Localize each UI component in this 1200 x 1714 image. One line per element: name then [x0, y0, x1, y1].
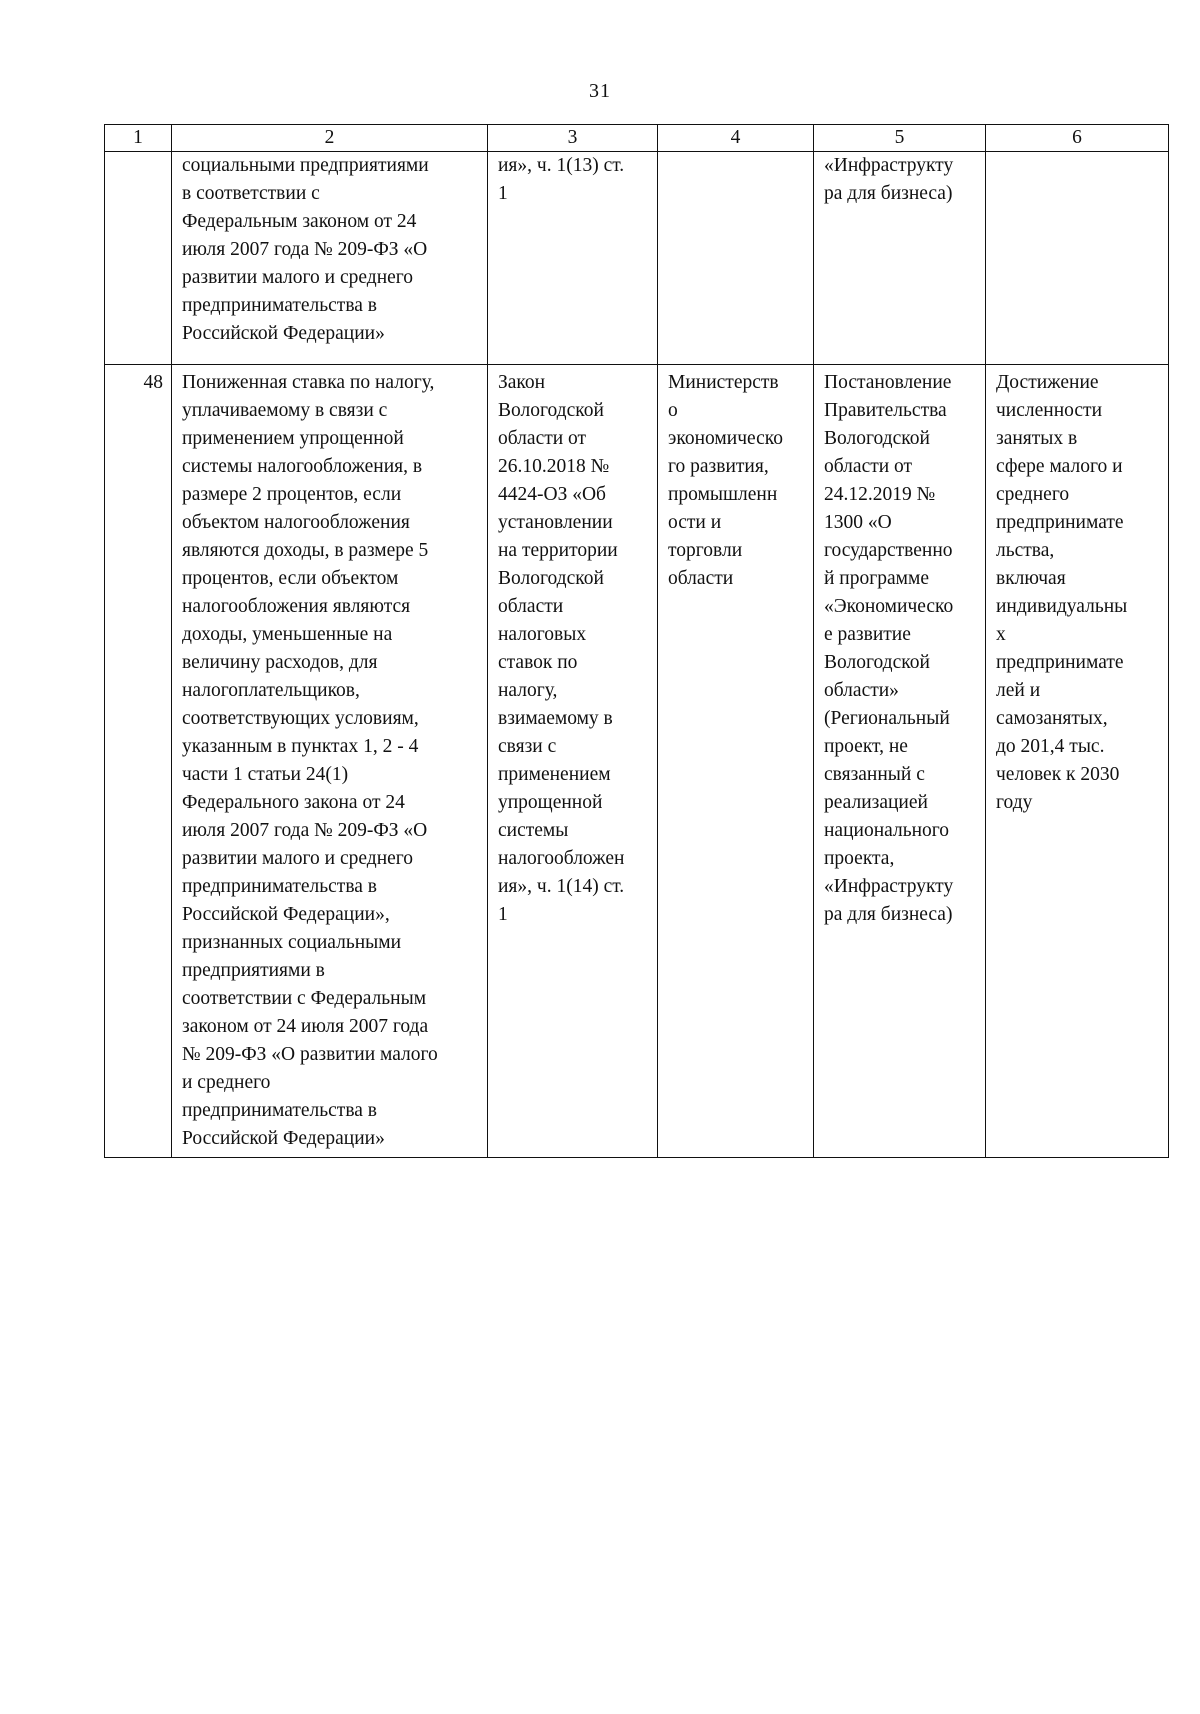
table-header-row	[105, 125, 1169, 152]
header-cell-3: 3	[488, 125, 658, 152]
row-number-cell	[105, 152, 172, 365]
benefit-description-cell: Пониженная ставка по налогу, уплачиваемому в связи с применением упрощенной системы налогообложения, в размере 2 процентов, если объектом налогообложения являются доходы, в размере 5 процентов, если объектом налогообложения являются доходы, уменьшенные на величину расходов, для налогоплательщиков, соответствующих условиям, указанным в пунктах 1, 2 - 4 части 1 статьи 24(1) Федерального закона от 24 июля 2007 года № 209-ФЗ «О развитии малого и среднего предпринимательства в Российской Федерации», признанных социальными предприятиями в соответствии с Федеральным законом от 24 июля 2007 года № 209-ФЗ «О развитии малого и среднего предпринимательства в Российской Федерации»	[172, 365, 488, 1158]
header-cell-4: 4	[658, 125, 814, 152]
goal-cell	[986, 152, 1169, 365]
row-number-cell: 48	[105, 365, 172, 1158]
program-cell: «Инфраструкту ра для бизнеса)	[814, 152, 986, 365]
benefit-description-cell: социальными предприятиями в соответствии с Федеральным законом от 24 июля 2007 года № 209-ФЗ «О развитии малого и среднего предпринимательства в Российской Федерации»	[172, 152, 488, 365]
header-cell-6: 6	[986, 125, 1169, 152]
legal-act-cell: ия», ч. 1(13) ст. 1	[488, 152, 658, 365]
legal-act-cell: Закон Вологодской области от 26.10.2018 № 4424-ОЗ «Об установлении на территории Вологодской области налоговых ставок по налогу, взимаемому в связи с применением упрощенной системы налогообложен ия», ч. 1(14) ст. 1	[488, 365, 658, 1158]
curator-cell: Министерств о экономическо го развития, промышленн ости и торговли области	[658, 365, 814, 1158]
header-cell-2: 2	[172, 125, 488, 152]
goal-cell: Достижение численности занятых в сфере малого и среднего предпринимате льства, включая индивидуальны х предпринимате лей и самозанятых, до 201,4 тыс. человек к 2030 году	[986, 365, 1169, 1158]
header-cell-5: 5	[814, 125, 986, 152]
table-row-48	[105, 365, 1169, 1158]
curator-cell	[658, 152, 814, 365]
document-table	[104, 124, 1169, 1158]
program-cell: Постановление Правительства Вологодской области от 24.12.2019 № 1300 «О государственно й программе «Экономическо е развитие Вологодской области» (Региональный проект, не связанный с реализацией национального проекта, «Инфраструкту ра для бизнеса)	[814, 365, 986, 1158]
page-number: 31	[589, 80, 611, 102]
table-row-continuation	[105, 152, 1169, 365]
header-cell-1: 1	[105, 125, 172, 152]
